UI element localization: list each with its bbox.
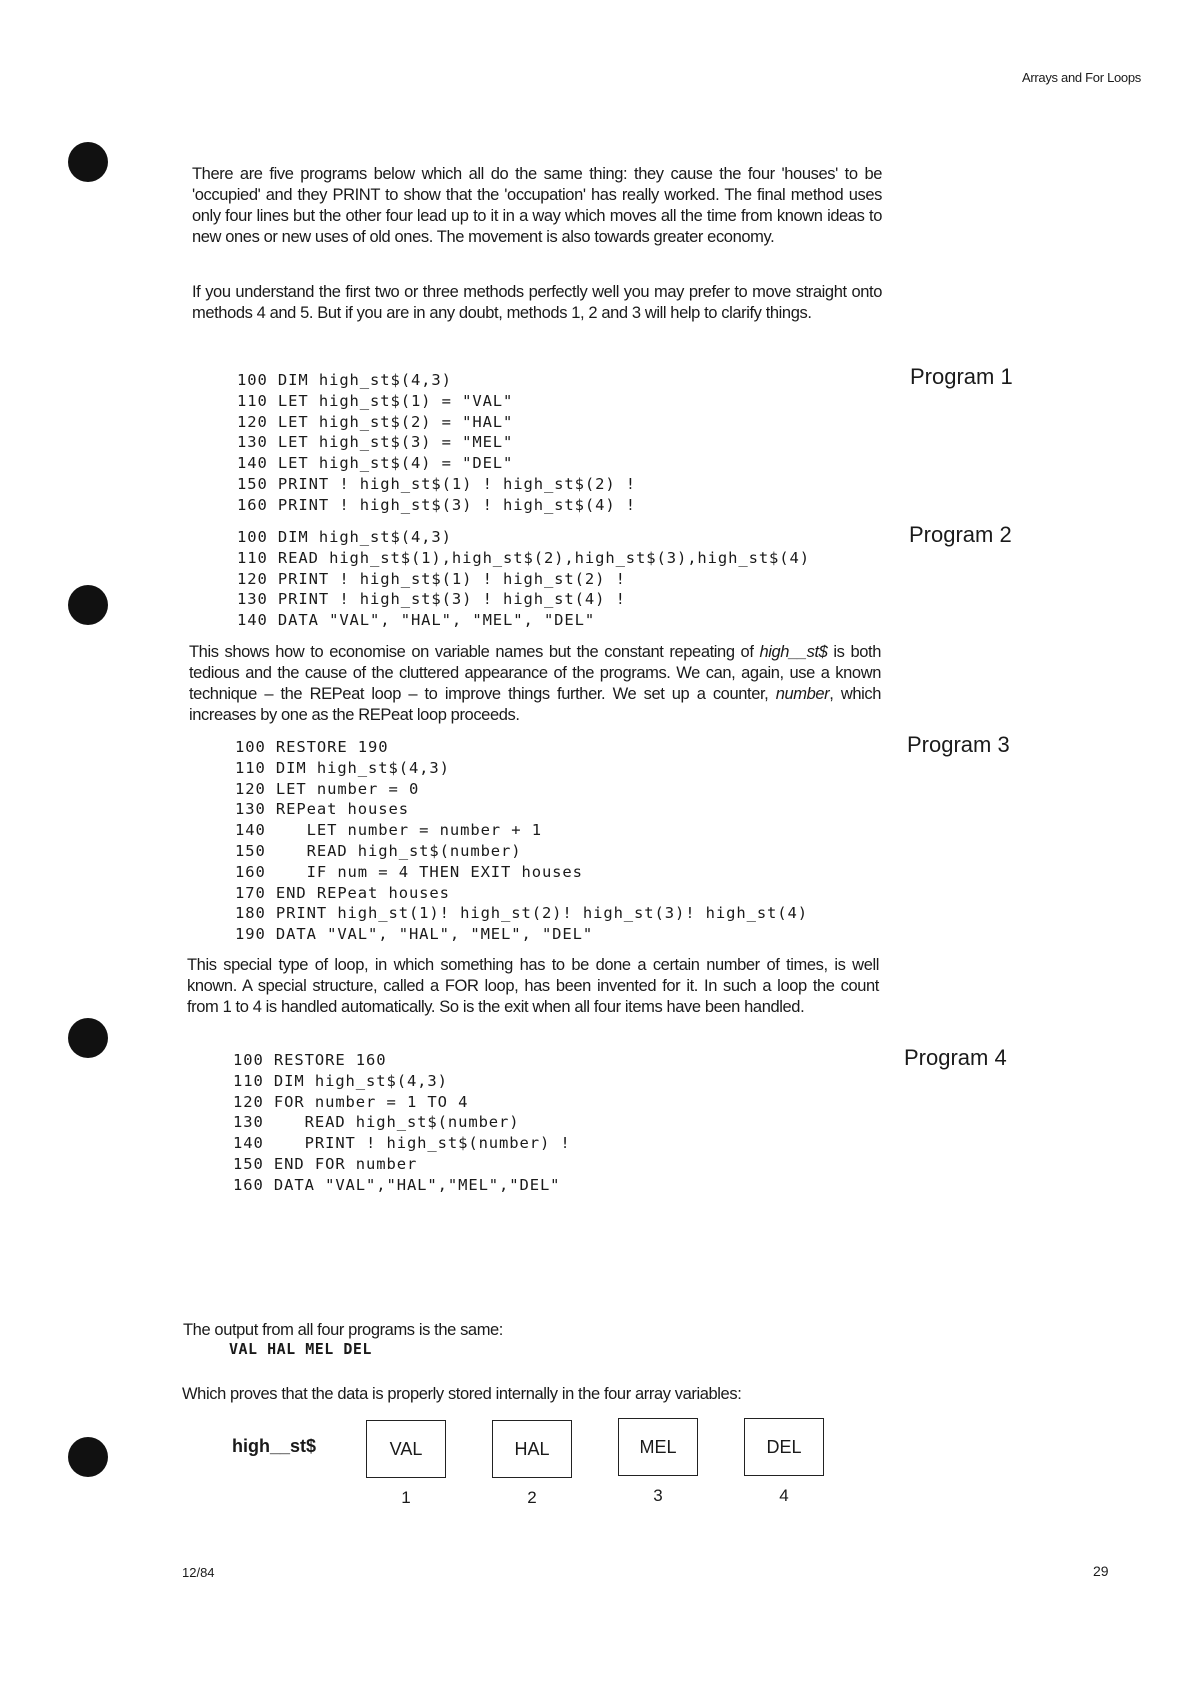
paragraph-for-loop: This special type of loop, in which something has to be done a certain number of times, is well known. A special structure, called a FOR loop, has been invented for it. In such a loop the count from 1 to 4 is handled automatically. So is the exit when all four items have been handled.	[187, 956, 879, 1016]
output-value: VAL HAL MEL DEL	[229, 1340, 372, 1358]
program-4-label: Program 4	[904, 1045, 1007, 1070]
code-line: 100 DIM high_st$(4,3)	[237, 371, 452, 389]
variable-name: high__st$	[759, 643, 828, 661]
code-line: 110 DIM high_st$(4,3)	[235, 758, 450, 777]
punch-hole	[68, 585, 108, 625]
array-name: high__st$	[232, 1436, 317, 1456]
intro-paragraph-2: If you understand the first two or three methods perfectly well you may prefer to move straight onto methods 4 and 5. But if you are in any doubt, methods 1, 2 and 3 will help to clarify things.	[192, 283, 882, 322]
paragraph-text: This shows how to economise on variable names but the constant repeating of	[189, 643, 760, 661]
code-line: 140 DATA "VAL", "HAL", "MEL", "DEL"	[237, 611, 596, 630]
code-line: 150 END FOR number	[233, 1154, 418, 1173]
punch-hole	[68, 1437, 108, 1477]
code-line: 120 PRINT ! high_st$(1) ! high_st(2) !	[237, 569, 626, 588]
paragraph-repeat-loop	[189, 642, 881, 726]
code-line: 130 LET high_st$(3) = "MEL"	[237, 433, 514, 452]
page-number: 29	[1093, 1563, 1109, 1579]
code-line: 140 PRINT ! high_st$(number) !	[233, 1134, 571, 1153]
code-line: 130 READ high_st$(number)	[233, 1113, 520, 1132]
punch-hole	[68, 142, 108, 182]
footer-date: 12/84	[182, 1565, 215, 1580]
output-intro: The output from all four programs is the same:	[183, 1321, 503, 1339]
code-line: 150 READ high_st$(number)	[235, 841, 522, 860]
code-line: 140 LET high_st$(4) = "DEL"	[237, 454, 514, 473]
code-line: 160 IF num = 4 THEN EXIT houses	[235, 862, 583, 881]
code-line: 110 DIM high_st$(4,3)	[233, 1071, 448, 1090]
running-header: Arrays and For Loops	[1021, 70, 1141, 85]
code-line: 120 LET number = 0	[235, 779, 420, 798]
array-cell-4: DEL	[744, 1418, 824, 1476]
array-index-4: 4	[779, 1486, 789, 1505]
code-line: 160 DATA "VAL","HAL","MEL","DEL"	[233, 1175, 561, 1194]
proof-text: Which proves that the data is properly stored internally in the four array variables:	[182, 1385, 742, 1403]
program-1-code	[237, 370, 636, 516]
code-line: 150 PRINT ! high_st$(1) ! high_st$(2) !	[237, 474, 637, 493]
code-line: 120 LET high_st$(2) = "HAL"	[237, 412, 514, 431]
array-cell-2: HAL	[492, 1420, 572, 1478]
program-2-label: Program 2	[909, 522, 1012, 547]
code-line: 160 PRINT ! high_st$(3) ! high_st$(4) !	[237, 495, 637, 514]
program-1-label: Program 1	[910, 364, 1013, 389]
code-line: 100 RESTORE 160	[233, 1051, 387, 1069]
program-3-label: Program 3	[907, 732, 1010, 757]
code-line: 130 PRINT ! high_st$(3) ! high_st(4) !	[237, 590, 626, 609]
code-line: 140 LET number = number + 1	[235, 821, 542, 840]
code-line: 120 FOR number = 1 TO 4	[233, 1092, 469, 1111]
paragraph-text: , which increases by one as the REPeat loop proceeds.	[189, 685, 881, 724]
intro-paragraph-1: There are five programs below which all do the same thing: they cause the four 'houses' to be 'occupied' and they PRINT to show that the 'occupation' has really worked. The final method uses only four lines but the other four lead up to it in a way which moves all the time from known ideas to new ones or new uses of old ones. The movement is also towards greater economy.	[192, 165, 882, 246]
punch-hole	[68, 1018, 108, 1058]
code-line: 110 LET high_st$(1) = "VAL"	[237, 391, 514, 410]
code-line: 180 PRINT high_st(1)! high_st(2)! high_st(3)! high_st(4)	[235, 904, 808, 923]
program-3-code	[235, 737, 808, 945]
array-index-3: 3	[653, 1486, 663, 1505]
program-4-code	[233, 1050, 571, 1196]
code-line: 100 RESTORE 190	[235, 738, 389, 756]
array-index-1: 1	[401, 1488, 411, 1507]
code-line: 170 END REPeat houses	[235, 883, 450, 902]
array-index-2: 2	[527, 1488, 537, 1507]
code-line: 100 DIM high_st$(4,3)	[237, 528, 452, 546]
program-2-code	[237, 527, 810, 631]
code-line: 110 READ high_st$(1),high_st$(2),high_st$(3),high_st$(4)	[237, 548, 810, 567]
counter-name: number	[775, 685, 830, 703]
code-line: 130 REPeat houses	[235, 800, 409, 819]
code-line: 190 DATA "VAL", "HAL", "MEL", "DEL"	[235, 925, 594, 944]
paragraph-text: is both tedious and the cause of the cluttered appearance of the programs. We can, again, use a known technique – the REPeat loop – to improve things further. We set up a counter,	[189, 643, 881, 703]
array-cell-3: MEL	[618, 1418, 698, 1476]
array-cell-1: VAL	[366, 1420, 446, 1478]
